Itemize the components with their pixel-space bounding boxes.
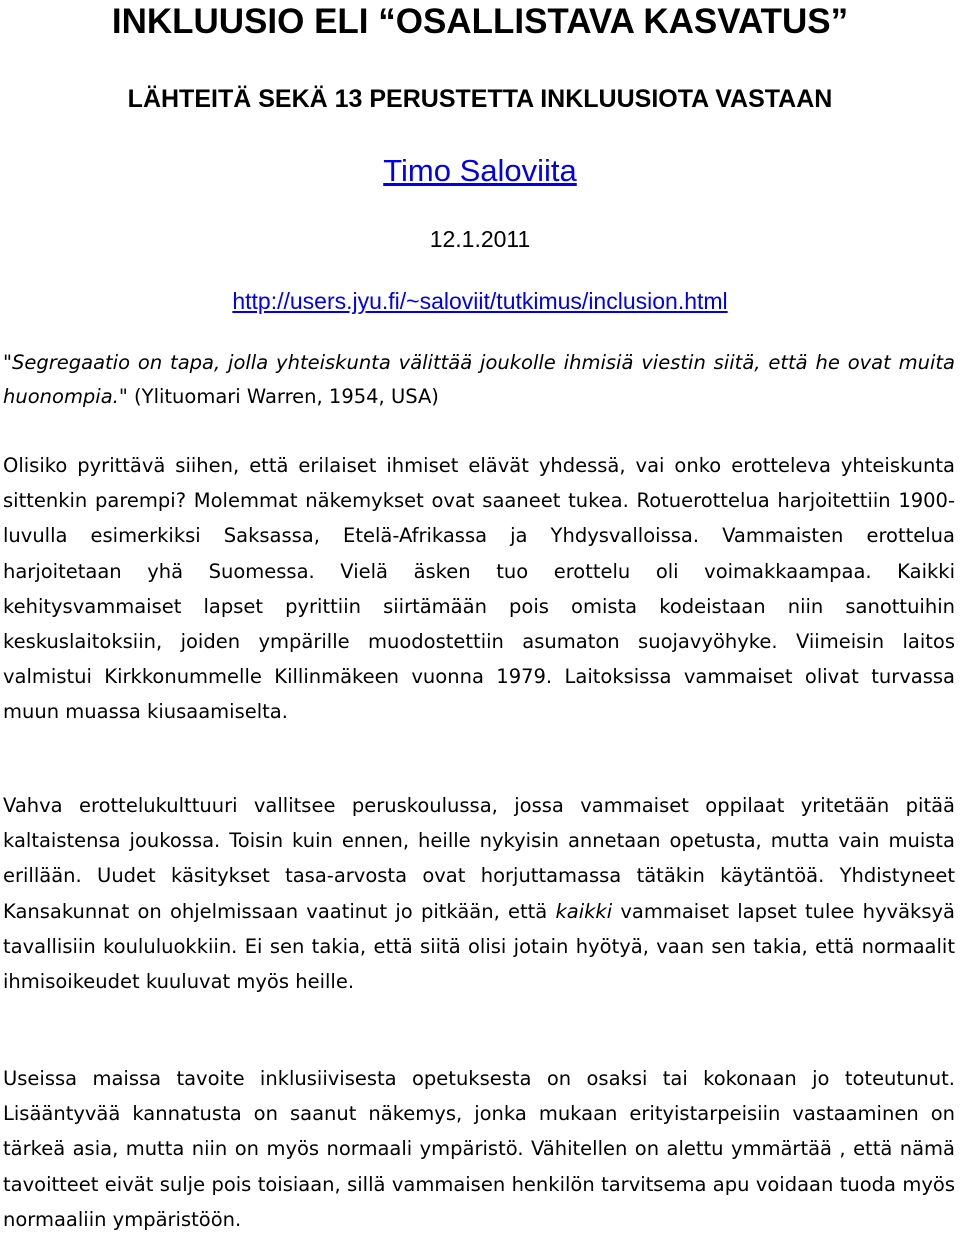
page-title: INKLUUSIO ELI “OSALLISTAVA KASVATUS” — [111, 2, 849, 41]
quote-text: "Segregaatio on tapa, jolla yhteiskunta välittää joukolle ihmisiä viestin siitä, että he ovat muita huonompia." — [3, 351, 955, 408]
author-line — [0, 152, 960, 190]
body-paragraph-3: Useissa maissa tavoite inklusiivisesta opetuksesta on osaksi tai kokonaan jo toteutunut. Lisääntyvää kannatusta on saanut näkemys, jonka mukaan erityistarpeisiin vastaaminen on tärkeä asia, mutta niin on myös normaali ympäristö. Vähitellen on alettu ymmärtää , että nämä tavoitteet eivät sulje pois toisiaan, sillä vammaisen henkilön tarvitsema apu voidaan tuoda myös normaaliin ympäristöön. — [3, 1067, 955, 1231]
opening-quote — [3, 346, 955, 414]
paragraph-2-emphasis: kaikki — [555, 899, 613, 923]
author-link[interactable]: Timo Saloviita — [383, 153, 577, 188]
body-paragraph-1: Olisiko pyrittävä siihen, että erilaiset ihmiset elävät yhdessä, vai onko erotteleva yhteiskunta sittenkin parempi? Molemmat näkemykset ovat saaneet tukea. Rotuerottelua harjoitettiin 1900-luvulla esimerkiksi Saksassa, Etelä-Afrikassa ja Yhdysvalloissa. Vammaisten erottelua harjoitetaan yhä Suomessa. Vielä äsken tuo erottelu oli voimakkaampaa. Kaikki kehitysvammaiset lapset pyrittiin siirtämään pois omista kodeistaan niin sanottuihin keskuslaitoksiin, joiden ympärille muodostettiin asumaton suojavyöhyke. Viimeisin laitos valmistui Kirkkonummelle Killinmäkeen vuonna 1979. Laitoksissa vammaiset olivat turvassa muun muassa kiusaamiselta. — [3, 454, 955, 724]
paragraph-2-text-start: Vahva erottelukulttuuri vallitsee peruskoulussa, jossa vammaiset oppilaat yritetään pitää kaltaistensa joukossa. Toisin kuin ennen, heille nykyisin annetaan opetusta, mutta vain muista erillään. Uudet käsitykset tasa-arvosta ovat horjuttamassa tätäkin käytäntöä. Yhdistyneet Kansakunnat on ohjelmissaan vaatinut jo pitkään, että — [3, 794, 955, 923]
publication-date: 12.1.2011 — [429, 226, 531, 252]
source-url-line — [0, 286, 960, 316]
body-paragraph-2 — [3, 788, 955, 999]
quote-attribution: (Ylituomari Warren, 1954, USA) — [127, 385, 439, 408]
source-url-link[interactable]: http://users.jyu.fi/~saloviit/tutkimus/inclusion.html — [232, 288, 728, 314]
paragraph-2-text-end: vammaiset lapset tulee hyväksyä tavallisiin koululuokkiin. Ei sen takia, että siitä olisi jotain hyötyä, vaan sen takia, että normaalit ihmisoikeudet kuuluvat myös heille. — [3, 899, 955, 994]
page-subtitle: LÄHTEITÄ SEKÄ 13 PERUSTETTA INKLUUSIOTA VASTAAN — [127, 85, 833, 113]
